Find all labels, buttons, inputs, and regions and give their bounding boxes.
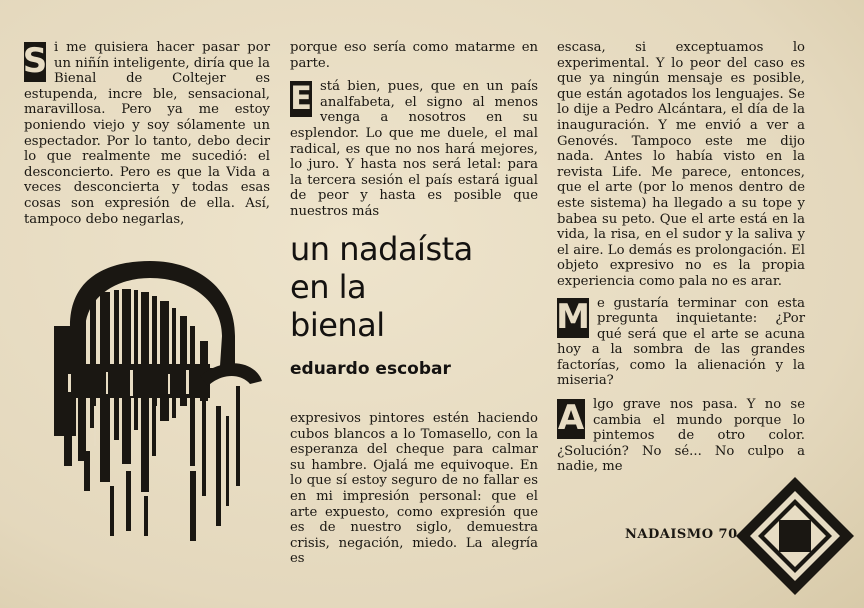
dropcap-m: M xyxy=(556,296,590,337)
column3-text-2: e gustaría terminar con esta pregunta inquietante: ¿Por qué será que el arte se acuna hoy a la sombra de las grandes factorías, como la alienación y la miseria? xyxy=(557,295,805,389)
title-line-2: en la xyxy=(290,268,367,306)
article-column-2 xyxy=(290,40,538,220)
column3-text: escasa, si exceptuamos lo experimental. Y lo peor del caso es que ya ningún mensaje es posible, que están agotados los lenguajes. Se lo dije a Pedro Alcántara, el día de la inauguración. Y me envió a ver a Genovés. Tampoco este me dijo nada. Antes lo había visto en la revista Life. Me parece, entonces, que el arte (por lo menos dentro de este sistema) ha llegado a su tope y babea su peto. Que el arte está en la vida, la risa, en el sudor y la saliva y el aire. Lo demás es prolongación. El objeto expresivo no es la propia experiencia como pala no es arar. xyxy=(557,40,805,289)
dropcap-s: S xyxy=(22,41,48,82)
article-title xyxy=(290,230,550,344)
article-column-3 xyxy=(557,40,805,475)
column2-continued-text: expresivos pintores estén haciendo cubos blancos a lo Tomasello, con la esperanza del cheque para calmar su hambre. Ojalá me equivoque. En lo que sí estoy seguro de no fallar es en mi impresión personal: que el arte expuesto, como expresión que es de nuestro siglo, demuestra crisis, negación, miedo. La alegría es xyxy=(290,411,538,567)
column2-text: stá bien, pues, que en un país analfabeta, el signo al menos venga a nosotros en su esplendor. Lo que me duele, el mal radical, es que no nos hará mejores, lo juro. Y hasta nos será letal: para la tercera sesión el país estará igual de peor y hasta es posible que nuestros más xyxy=(290,79,538,219)
column3-text-3: lgo grave nos pasa. Y no se cambia el mundo porque lo pintemos de otro color. ¿Solución? No sé... No culpo a nadie, me xyxy=(557,397,805,475)
page-footer: NADAISMO 70 xyxy=(625,527,738,542)
head-silhouette-illustration xyxy=(40,256,270,576)
column1-text: i me quisiera hacer pasar por un niñín inteligente, diría que la Bienal de Coltejer es estupenda, incre ble, sensacional, maravillosa. Pero ya me estoy poniendo viejo y soy sólamente un espectador. Por lo tanto, debo decir lo que realmente me sucedió: el desconcierto. Pero es que la Vida a veces desconcierta y todas esas cosas son expresión de ella. Así, tampoco debo negarlas, xyxy=(24,40,271,227)
column2-lead: porque eso sería como matarme en parte. xyxy=(290,40,538,71)
title-line-3: bienal xyxy=(290,306,385,344)
diamond-logo-icon xyxy=(734,475,856,597)
article-column-2-continued xyxy=(290,411,538,567)
author-byline: eduardo escobar xyxy=(290,359,451,379)
article-column-1 xyxy=(24,40,270,227)
dropcap-e: E xyxy=(290,79,312,118)
title-line-1: un nadaísta xyxy=(290,230,473,268)
dropcap-a: A xyxy=(557,398,585,439)
